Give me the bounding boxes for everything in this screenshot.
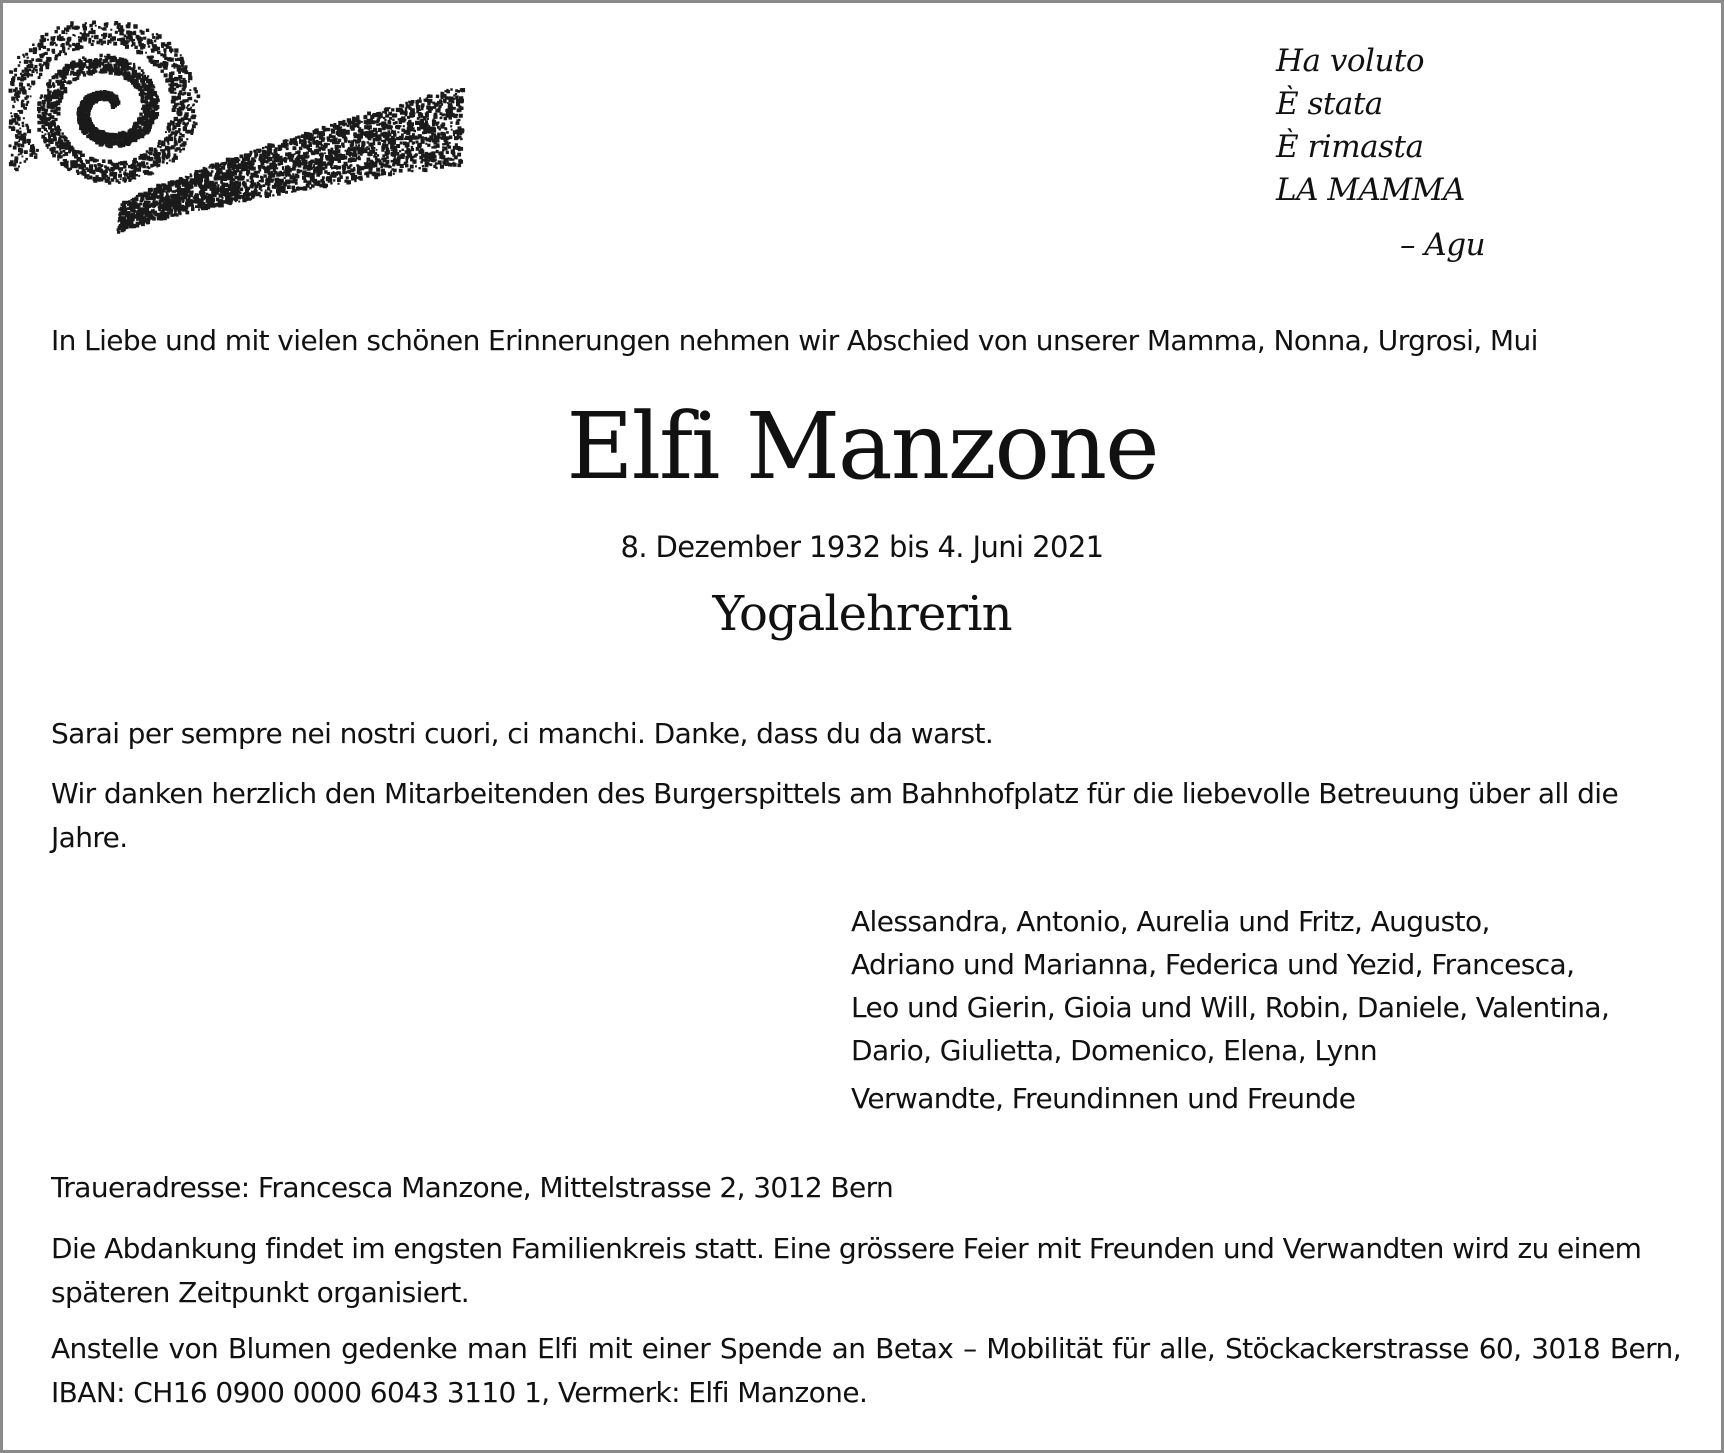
donation-info: Anstelle von Blumen gedenke man Elfi mit einer Spende an Betax – Mobilität für alle, Stöckackerstrasse 60, 3018 Bern, IBAN: CH16 0900 0000 6043 3110 1, Vermerk: Elfi Manzone. [51,1332,1681,1409]
mourning-address: Traueradresse: Francesca Manzone, Mittelstrasse 2, 3012 Bern [51,1171,894,1204]
profession: Yogalehrerin [712,586,1012,642]
mourners-line: Adriano und Marianna, Federica und Yezid, Francesca, [851,948,1575,981]
life-dates: 8. Dezember 1932 bis 4. Juni 2021 [620,530,1104,564]
poem-line: È stata [1276,86,1383,122]
mourners-line: Leo und Gierin, Gioia und Will, Robin, Daniele, Valentina, [851,991,1610,1024]
mourners-line: Dario, Giulietta, Domenico, Elena, Lynn [851,1034,1378,1067]
poem-line: Ha voluto [1276,43,1425,79]
deceased-name: Elfi Manzone [566,393,1158,500]
mourners-list [851,900,1609,1120]
farewell-message: Sarai per sempre nei nostri cuori, ci manchi. Danke, dass du da warst. [51,717,994,750]
intro-text: In Liebe und mit vielen schönen Erinnerungen nehmen wir Abschied von unserer Mamma, Nonna, Urgrosi, Mui [51,324,1538,357]
poem-line: LA MAMMA [1276,172,1465,208]
thanks-message: Wir danken herzlich den Mitarbeitenden des Burgerspittels am Bahnhofplatz für die liebevolle Betreuung über all die Jahre. [51,777,1619,854]
mourners-line: Alessandra, Antonio, Aurelia und Fritz, Augusto, [851,905,1490,938]
poem-line: È rimasta [1276,129,1424,165]
dotted-spiral-ornament [8,20,468,270]
poem [1276,40,1485,267]
poem-author: – Agu [1400,227,1486,263]
relatives-line: Verwandte, Freundinnen und Freunde [851,1082,1356,1115]
ceremony-info: Die Abdankung findet im engsten Familienkreis statt. Eine grössere Feier mit Freunden und Verwandten wird zu einem späteren Zeitpunkt organisiert. [51,1232,1642,1309]
